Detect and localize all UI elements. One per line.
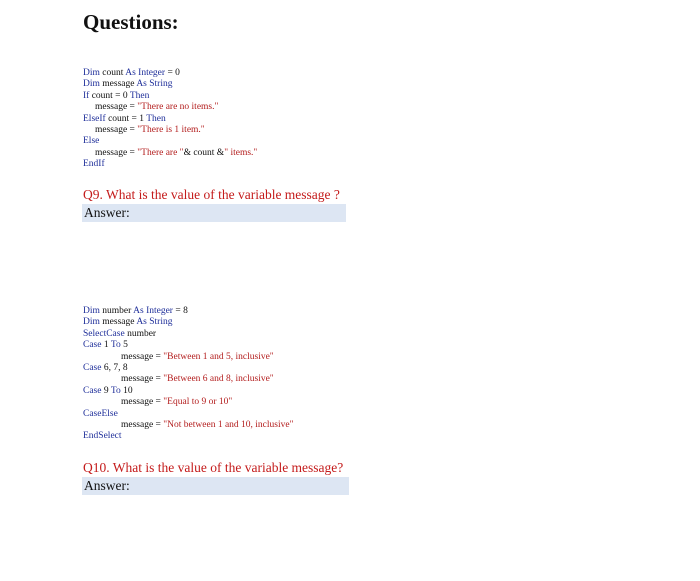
page-title: Questions:: [83, 10, 179, 34]
code-string: "Not between 1 and 10, inclusive": [163, 419, 294, 430]
code-line: [83, 420, 293, 431]
code-text: = 0: [165, 68, 180, 78]
code-keyword: As String: [136, 317, 173, 328]
code-keyword: ElseIf: [83, 113, 106, 124]
code-keyword: If: [83, 90, 90, 101]
code-line: [83, 159, 257, 170]
code-keyword: As Integer: [133, 306, 173, 316]
code-text: message: [99, 79, 137, 90]
code-keyword: CaseElse: [83, 408, 118, 419]
code-line: [83, 114, 257, 125]
code-string: " items.": [224, 147, 258, 158]
code-text: message =: [95, 124, 138, 135]
code-string: "Between 6 and 8, inclusive": [163, 374, 274, 385]
code-line: [83, 374, 293, 385]
code-keyword: Then: [129, 90, 150, 101]
code-keyword: Dim: [83, 306, 100, 316]
code-keyword: To: [110, 385, 121, 396]
code-keyword: Else: [83, 136, 100, 147]
code-keyword: Case: [83, 385, 102, 396]
answer-field-q10[interactable]: Answer:: [82, 477, 349, 495]
code-line: [83, 363, 293, 374]
code-text: number: [124, 328, 157, 339]
code-text: count = 0: [89, 90, 130, 101]
code-text: & count &: [183, 147, 225, 158]
question-q10: Q10. What is the value of the variable message?: [83, 460, 344, 475]
code-text: = 8: [172, 306, 188, 316]
code-line: [83, 431, 293, 442]
code-keyword: Case: [83, 362, 102, 373]
code-string: "There are ": [137, 147, 184, 158]
code-line: [83, 340, 293, 351]
code-line: [83, 386, 293, 397]
code-text: number: [99, 306, 134, 316]
code-text: message =: [121, 374, 164, 385]
code-keyword: As String: [136, 79, 173, 90]
code-keyword: Case: [83, 340, 102, 351]
code-text: message =: [121, 351, 164, 362]
code-text: 9: [101, 385, 111, 396]
code-text: 6, 7, 8: [101, 362, 128, 373]
code-line: [83, 317, 293, 328]
code-keyword: Dim: [83, 317, 100, 328]
code-line: [83, 91, 257, 102]
code-text: message =: [95, 102, 138, 113]
code-line: [83, 148, 257, 159]
code-text: count = 1: [105, 113, 147, 124]
code-text: message =: [121, 397, 164, 408]
code-text: 5: [120, 340, 128, 351]
code-text: 10: [120, 385, 133, 396]
code-text: message =: [121, 419, 164, 430]
code-text: count: [99, 68, 126, 78]
code-keyword: EndSelect: [83, 431, 122, 442]
code-line: [83, 306, 293, 317]
code-string: "Equal to 9 or 10": [163, 397, 233, 408]
code-text: 1: [101, 340, 111, 351]
code-string: "There are no items.": [137, 102, 219, 113]
code-keyword: To: [110, 340, 121, 351]
code-line: [83, 329, 293, 340]
code-keyword: Dim: [83, 68, 100, 78]
answer-field-q9[interactable]: Answer:: [82, 204, 346, 222]
code-keyword: As Integer: [125, 68, 166, 78]
code-snippet-if-else: [83, 68, 257, 171]
code-line: [83, 125, 257, 136]
code-line: [83, 397, 293, 408]
code-text: message: [99, 317, 137, 328]
code-line: [83, 136, 257, 147]
code-line: [83, 352, 293, 363]
code-line: [83, 102, 257, 113]
code-line: [83, 79, 257, 90]
code-snippet-select-case: [83, 306, 293, 443]
code-keyword: SelectCase: [83, 328, 125, 339]
code-line: [83, 409, 293, 420]
code-keyword: Then: [146, 113, 166, 124]
code-string: "There is 1 item.": [137, 124, 205, 135]
code-string: "Between 1 and 5, inclusive": [163, 351, 274, 362]
code-keyword: EndIf: [83, 159, 105, 170]
code-keyword: Dim: [83, 79, 100, 90]
code-line: [83, 68, 257, 79]
question-q9: Q9. What is the value of the variable message ?: [83, 187, 340, 202]
code-text: message =: [95, 147, 138, 158]
